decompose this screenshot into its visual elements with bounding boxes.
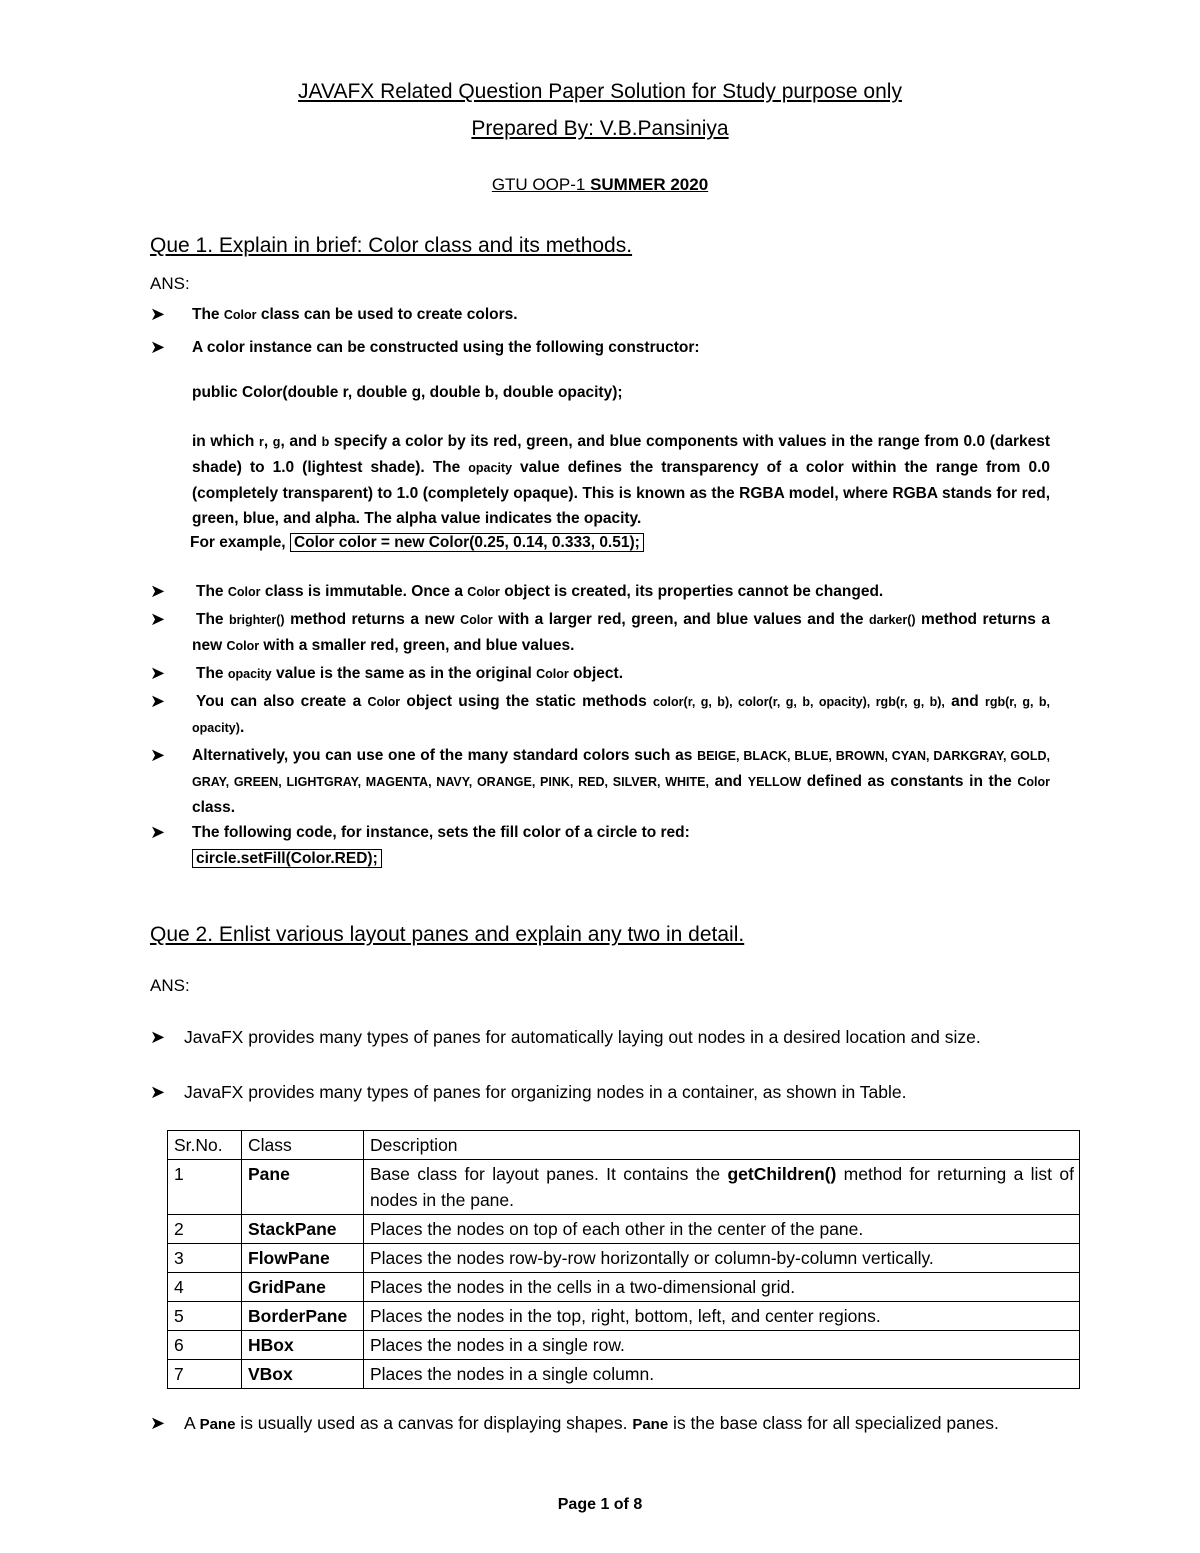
table-header-cell: Description <box>364 1131 1080 1160</box>
table-header-cell: Class <box>242 1131 364 1160</box>
q1-ans-label: ANS: <box>150 274 190 293</box>
q2-bullet-3: ➤ A Pane is usually used as a canvas for displaying shapes. Pane is the base class for all specialized panes. <box>150 1410 1050 1438</box>
arrow-bullet-icon: ➤ <box>150 1027 166 1047</box>
q1-heading: Que 1. Explain in brief: Color class and its methods. <box>150 234 633 257</box>
arrow-bullet-icon: ➤ <box>150 609 166 629</box>
page-number: Page 1 of 8 <box>557 1496 643 1513</box>
table-row: 5 BorderPane Places the nodes in the top, right, bottom, left, and center regions. <box>168 1302 1080 1331</box>
q2-ans-label: ANS: <box>150 976 190 995</box>
arrow-bullet-icon: ➤ <box>150 1082 166 1102</box>
q1-bullet-4: ➤ The brighter() method returns a new Color with a larger red, green, and blue values and the darker() method returns a new Color with a smaller red, green, and blue values. <box>150 609 1050 654</box>
q2-bullet-2: ➤ JavaFX provides many types of panes for organizing nodes in a container, as shown in Table. <box>150 1079 1050 1106</box>
table-row: 1 Pane Base class for layout panes. It contains the getChildren() method for returning a list of nodes in the pane. <box>168 1160 1080 1215</box>
q1-bullet-7: ➤ Alternatively, you can use one of the many standard colors such as BEIGE, BLACK, BLUE, BROWN, CYAN, DARKGRAY, GOLD, GRAY, GREEN, LIGHTGRAY, MAGENTA, NAVY, ORANGE, PINK, RED, SILVER, WHITE, and YELLOW defined as constants in the Color class. <box>150 745 1050 816</box>
arrow-bullet-icon: ➤ <box>150 663 166 683</box>
setfill-code-box: circle.setFill(Color.RED); <box>192 849 382 868</box>
arrow-bullet-icon: ➤ <box>150 745 166 765</box>
arrow-bullet-icon: ➤ <box>150 822 166 842</box>
exam-prefix: GTU OOP-1 <box>491 175 591 194</box>
prepared-by: Prepared By: V.B.Pansiniya <box>471 117 729 140</box>
q1-bullet-5: ➤ The opacity value is the same as in the original Color object. <box>150 661 1050 687</box>
q1-constructor: public Color(double r, double g, double b, double opacity); <box>192 384 623 401</box>
q1-paragraph: in which r, g, and b specify a color by its red, green, and blue components with values in the range from 0.0 (darkest shade) to 1.0 (lightest shade). The opacity value defines the transparency of a color within the range from 0.0 (completely transparent) to 1.0 (completely opaque). This is known as the RGBA model, where RGBA stands for red, green, blue, and alpha. The alpha value indicates the opacity. <box>192 433 1050 527</box>
q1-bullet-8: ➤ The following code, for instance, sets the fill color of a circle to red: circle.setFill(Color.RED); <box>150 822 690 867</box>
arrow-bullet-icon: ➤ <box>150 691 166 711</box>
arrow-bullet-icon: ➤ <box>150 581 166 601</box>
q1-bullet-1: ➤ The Color class can be used to create colors. <box>150 302 1050 328</box>
document-title: JAVAFX Related Question Paper Solution for Study purpose only <box>298 80 902 103</box>
table-row: 3 FlowPane Places the nodes row-by-row horizontally or column-by-column vertically. <box>168 1244 1080 1273</box>
q1-example: For example, Color color = new Color(0.25, 0.14, 0.333, 0.51); <box>190 530 1048 555</box>
arrow-bullet-icon: ➤ <box>150 337 166 357</box>
layout-panes-table <box>167 1130 1080 1389</box>
table-row: 6 HBox Places the nodes in a single row. <box>168 1331 1080 1360</box>
q1-bullet-3: ➤ The Color class is immutable. Once a Color object is created, its properties cannot be changed. <box>150 579 1050 605</box>
q1-bullet-6: ➤ You can also create a Color object using the static methods color(r, g, b), color(r, g, b, opacity), rgb(r, g, b), and rgb(r, g, b, opacity). <box>150 691 1050 736</box>
q1-bullet-2: ➤ A color instance can be constructed using the following constructor: <box>150 335 1050 360</box>
arrow-bullet-icon: ➤ <box>150 304 166 324</box>
q2-heading: Que 2. Enlist various layout panes and explain any two in detail. <box>150 923 745 946</box>
exam-heading <box>0 175 1200 195</box>
example-code-box: Color color = new Color(0.25, 0.14, 0.333, 0.51); <box>290 533 644 552</box>
table-row: 2 StackPane Places the nodes on top of each other in the center of the pane. <box>168 1215 1080 1244</box>
exam-session: SUMMER 2020 <box>590 175 709 194</box>
table-header-cell: Sr.No. <box>168 1131 242 1160</box>
table-row: 7 VBox Places the nodes in a single column. <box>168 1360 1080 1389</box>
table-row: 4 GridPane Places the nodes in the cells in a two-dimensional grid. <box>168 1273 1080 1302</box>
table-header-row <box>168 1131 1080 1160</box>
q2-bullet-1: ➤ JavaFX provides many types of panes for automatically laying out nodes in a desired location and size. <box>150 1024 1050 1051</box>
arrow-bullet-icon: ➤ <box>150 1413 166 1433</box>
